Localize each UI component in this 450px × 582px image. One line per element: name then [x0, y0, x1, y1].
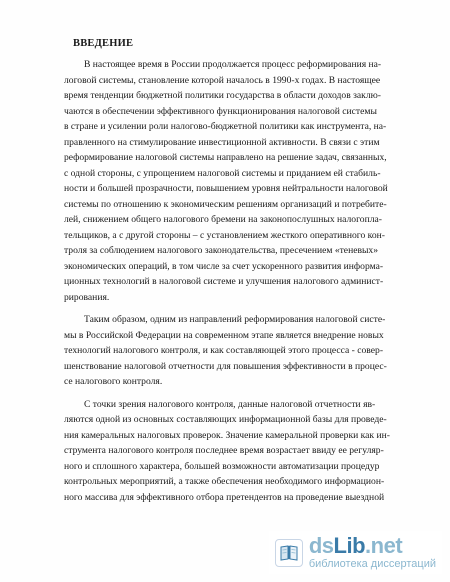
- text-line: ного массива для эффективного отбора претендентов на проведение выездной: [64, 491, 385, 503]
- text-line: в стране и усилении роли налогово-бюджетной политики как инструмента, на-: [64, 121, 387, 132]
- section-heading: ВВЕДЕНИЕ: [73, 38, 134, 49]
- text-line: реформирование налоговой системы направлено на решение задач, связанных,: [64, 152, 387, 163]
- text-line: чаются в обеспечении эффективного функционирования налоговой системы: [64, 105, 377, 117]
- text-line: троля за соблюдением налогового законодательства, пресечением «теневых»: [64, 245, 379, 256]
- body-text: [64, 57, 420, 505]
- text-line: правленного на стимулирование инвестиционной активности. В связи с этим: [64, 136, 380, 148]
- text-line: системы по отношению к экономическим решениям организаций и потребите-: [64, 198, 387, 210]
- text-line: экономических операций, в том числе за счет ускоренного развития информа-: [64, 260, 384, 272]
- text-line: технологий налогового контроля, и как составляющей этого процесса - совер-: [64, 345, 384, 356]
- watermark-brand: [309, 535, 436, 557]
- book-icon: [275, 539, 303, 567]
- text-line: логовой системы, становление которой началось в 1990-х годах. В настоящее: [64, 74, 381, 86]
- text-line: мы в Российской Федерации на современном этапе является внедрение новых: [64, 329, 384, 341]
- watermark-brand-prefix: ds: [308, 533, 334, 558]
- text-line: ционных технологий в налоговой системе и улучшения налогового админист-: [64, 276, 384, 287]
- text-line: В настоящее время в России продолжается процесс реформирования на-: [84, 59, 382, 70]
- watermark-brand-suffix: .net: [365, 533, 403, 558]
- text-line: ного и сплошного характера, большей возможности автоматизации процедур: [64, 460, 380, 472]
- site-watermark[interactable]: [269, 531, 442, 574]
- text-line: ляются одной из основных составляющих информационной базы для проведе-: [64, 414, 387, 425]
- text-line: шенствование налоговой отчетности для повышения эффективности в процес-: [64, 360, 387, 372]
- text-line: Таким образом, одним из направлений реформирования налоговой систе-: [84, 314, 386, 325]
- text-line: ния камеральных налоговых проверок. Значение камеральной проверки как ин-: [64, 429, 390, 441]
- text-line: тельщиков, а с другой стороны – с установлением жесткого оперативного кон-: [64, 229, 385, 241]
- text-line: лей, снижением общего налогового бремени на законопослушных налогопла-: [64, 214, 382, 225]
- text-line: ности и большей прозрачности, повышением уровня нейтральности налоговой: [64, 183, 388, 194]
- text-line: С точки зрения налогового контроля, данные налоговой отчетности яв-: [84, 398, 376, 410]
- text-line: с одной стороны, с упрощением налоговой системы и приданием ей стабиль-: [64, 167, 381, 179]
- text-line: рирования.: [64, 291, 110, 303]
- text-line: время тенденции бюджетной политики государства в области доходов заклю-: [64, 90, 381, 101]
- watermark-subtitle: библиотека диссертаций: [308, 558, 436, 570]
- text-line: струмента налогового контроля последнее время возрастает ввиду ее регуляр-: [64, 445, 384, 456]
- text-line: се налогового контроля.: [64, 376, 163, 387]
- text-line: контрольных мероприятий, а также обеспечения необходимого информацион-: [64, 476, 385, 487]
- watermark-brand-main: Lib: [333, 533, 366, 558]
